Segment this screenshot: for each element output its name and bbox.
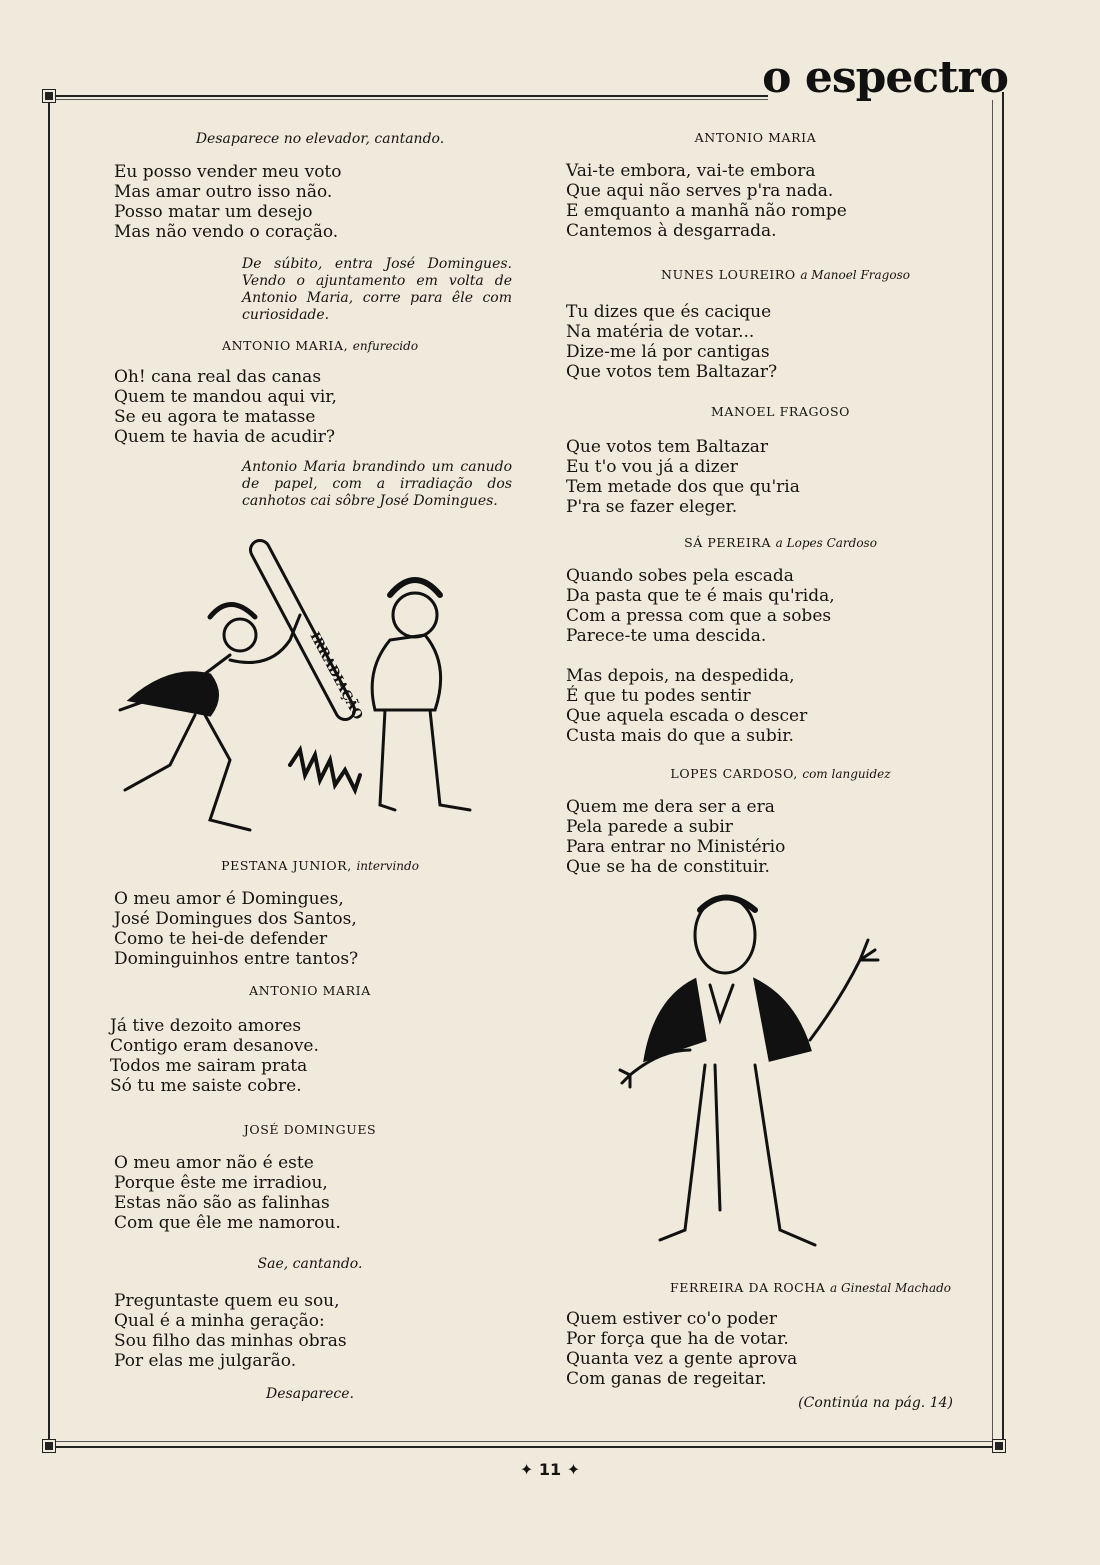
- speaker-name: SÁ PEREIRA: [684, 535, 772, 550]
- frame-right-rule-inner: [992, 100, 993, 1446]
- verse-line: Cantemos à desgarrada.: [566, 221, 777, 241]
- verse-line: Tu dizes que és cacique: [566, 302, 772, 322]
- stage-direction: De súbito, entra José Domingues. Vendo o ajuntamento em volta de Antonio Maria, corre para êle com curiosidade.: [242, 256, 512, 323]
- verse-line: Por força que ha de votar.: [566, 1329, 789, 1349]
- speaker-label: [558, 535, 953, 550]
- verse-line: Que votos tem Baltazar: [566, 437, 769, 457]
- stage-direction: Sae, cantando.: [257, 1256, 363, 1272]
- verse-line: Mas não vendo o coração.: [114, 222, 339, 242]
- speaker-label: [100, 983, 520, 998]
- verse-line: Pela parede a subir: [566, 817, 733, 837]
- verse: [114, 162, 520, 242]
- speaker-name: MANOEL FRAGOSO: [711, 404, 850, 419]
- cartoon-standing-figure-illustration: [615, 890, 885, 1270]
- verse: [114, 1291, 520, 1371]
- verse: [566, 161, 953, 241]
- verse-line: Custa mais do que a subir.: [566, 726, 794, 746]
- cartoon-running-figure-illustration: [110, 535, 510, 845]
- verse-line: Se eu agora te matasse: [114, 407, 316, 427]
- verse-line: E emquanto a manhã não rompe: [566, 201, 847, 221]
- verse-line: Preguntaste quem eu sou,: [114, 1291, 340, 1311]
- verse-line: Posso matar um desejo: [114, 202, 313, 222]
- verse-line: Com que êle me namorou.: [114, 1213, 341, 1233]
- frame-bottom-rule-inner: [48, 1441, 1000, 1442]
- speaker-name: PESTANA JUNIOR,: [221, 858, 352, 873]
- verse-line: Porque êste me irradiou,: [114, 1173, 328, 1193]
- verse-line: Quanta vez a gente aprova: [566, 1349, 798, 1369]
- verse: [566, 302, 953, 382]
- speaker-label: [558, 404, 953, 419]
- verse-line: É que tu podes sentir: [566, 686, 751, 706]
- verse-line: Eu posso vender meu voto: [114, 162, 342, 182]
- verse-line: P'ra se fazer eleger.: [566, 497, 738, 517]
- verse-line: Que aqui não serves p'ra nada.: [566, 181, 834, 201]
- verse-line: Com ganas de regeitar.: [566, 1369, 767, 1389]
- frame-top-rule: [48, 95, 768, 97]
- speaker-label: [558, 1280, 953, 1295]
- verse-line: Quem estiver co'o poder: [566, 1309, 777, 1329]
- verse-line: Estas não são as falinhas: [114, 1193, 330, 1213]
- right-column-lower: [558, 1280, 953, 1411]
- speaker-note: enfurecido: [352, 339, 419, 353]
- speaker-note: a Lopes Cardoso: [775, 536, 877, 550]
- verse-line: Com a pressa com que a sobes: [566, 606, 832, 626]
- speaker-label: [100, 858, 520, 873]
- verse-line: Quando sobes pela escada: [566, 566, 794, 586]
- verse-line: Dize-me lá por cantigas: [566, 342, 770, 362]
- verse-line: Todos me sairam prata: [110, 1056, 308, 1076]
- speaker-label: [100, 1122, 520, 1137]
- speaker-label: [558, 130, 953, 145]
- speaker-name: JOSÉ DOMINGUES: [243, 1122, 377, 1137]
- verse-line: Tem metade dos que qu'ria: [566, 477, 800, 497]
- corner-ornament: [43, 1440, 55, 1452]
- verse: [566, 437, 953, 517]
- continuation-note: (Continúa na pág. 14): [798, 1395, 953, 1411]
- verse-line: O meu amor não é este: [114, 1153, 314, 1173]
- verse-line: Para entrar no Ministério: [566, 837, 786, 857]
- speaker-name: ANTONIO MARIA: [249, 983, 371, 998]
- speaker-label: [558, 766, 953, 781]
- speaker-note: a Ginestal Machado: [830, 1281, 952, 1295]
- verse-line: Na matéria de votar...: [566, 322, 755, 342]
- verse-line: Quem te havia de acudir?: [114, 427, 335, 447]
- stage-direction: Antonio Maria brandindo um canudo de papel, com a irradiação dos canhotos cai sôbre José Domingues.: [242, 459, 512, 509]
- speaker-note: com languidez: [802, 767, 891, 781]
- verse: [566, 797, 953, 877]
- verse: [110, 1016, 520, 1096]
- speaker-name: ANTONIO MARIA,: [221, 338, 349, 353]
- verse-line: Que aquela escada o descer: [566, 706, 808, 726]
- left-column-lower: [100, 858, 520, 1403]
- verse: [114, 367, 520, 447]
- verse-line: José Domingues dos Santos,: [114, 909, 357, 929]
- frame-top-rule-inner: [48, 99, 768, 100]
- verse: [566, 666, 953, 746]
- speaker-label: [558, 267, 953, 282]
- verse-line: O meu amor é Domingues,: [114, 889, 344, 909]
- page-number: ✦ 11 ✦: [519, 1460, 581, 1479]
- verse-line: Como te hei-de defender: [114, 929, 328, 949]
- tube-label: IRRADIAÇÃO: [306, 629, 366, 723]
- verse-line: Da pasta que te é mais qu'rida,: [566, 586, 835, 606]
- speaker-name: NUNES LOUREIRO: [661, 267, 796, 282]
- verse: [114, 1153, 520, 1233]
- verse-line: Quem te mandou aqui vir,: [114, 387, 337, 407]
- speaker-name: LOPES CARDOSO,: [670, 766, 798, 781]
- verse-line: Quem me dera ser a era: [566, 797, 775, 817]
- verse-line: Dominguinhos entre tantos?: [114, 949, 359, 969]
- verse-line: Parece-te uma descida.: [566, 626, 767, 646]
- verse: [114, 889, 520, 969]
- speaker-label: [100, 338, 520, 353]
- verse-line: Qual é a minha geração:: [114, 1311, 325, 1331]
- verse-line: Sou filho das minhas obras: [114, 1331, 347, 1351]
- corner-ornament: [993, 1440, 1005, 1452]
- speaker-note: a Manoel Fragoso: [800, 268, 910, 282]
- verse-line: Que votos tem Baltazar?: [566, 362, 778, 382]
- verse: [566, 1309, 953, 1389]
- corner-ornament: [43, 90, 55, 102]
- verse-line: Vai-te embora, vai-te embora: [566, 161, 816, 181]
- verse-line: Já tive dezoito amores: [110, 1016, 302, 1036]
- speaker-name: FERREIRA DA ROCHA: [669, 1280, 826, 1295]
- verse: [566, 566, 953, 646]
- verse-line: Só tu me saiste cobre.: [110, 1076, 302, 1096]
- speaker-name: ANTONIO MARIA: [694, 130, 817, 145]
- verse-line: Que se ha de constituir.: [566, 857, 770, 877]
- left-column: [100, 130, 520, 510]
- verse-line: Eu t'o vou já a dizer: [566, 457, 738, 477]
- verse-line: Oh! cana real das canas: [114, 367, 322, 387]
- stage-direction: Desaparece no elevador, cantando.: [195, 131, 445, 147]
- masthead-logo: o espectro: [762, 52, 1008, 103]
- verse-line: Mas amar outro isso não.: [114, 182, 333, 202]
- stage-direction: Desaparece.: [266, 1386, 354, 1402]
- verse-line: Contigo eram desanove.: [110, 1036, 319, 1056]
- verse-line: Mas depois, na despedida,: [566, 666, 795, 686]
- right-column: [558, 130, 953, 877]
- speaker-note: intervindo: [356, 859, 419, 873]
- verse-line: Por elas me julgarão.: [114, 1351, 297, 1371]
